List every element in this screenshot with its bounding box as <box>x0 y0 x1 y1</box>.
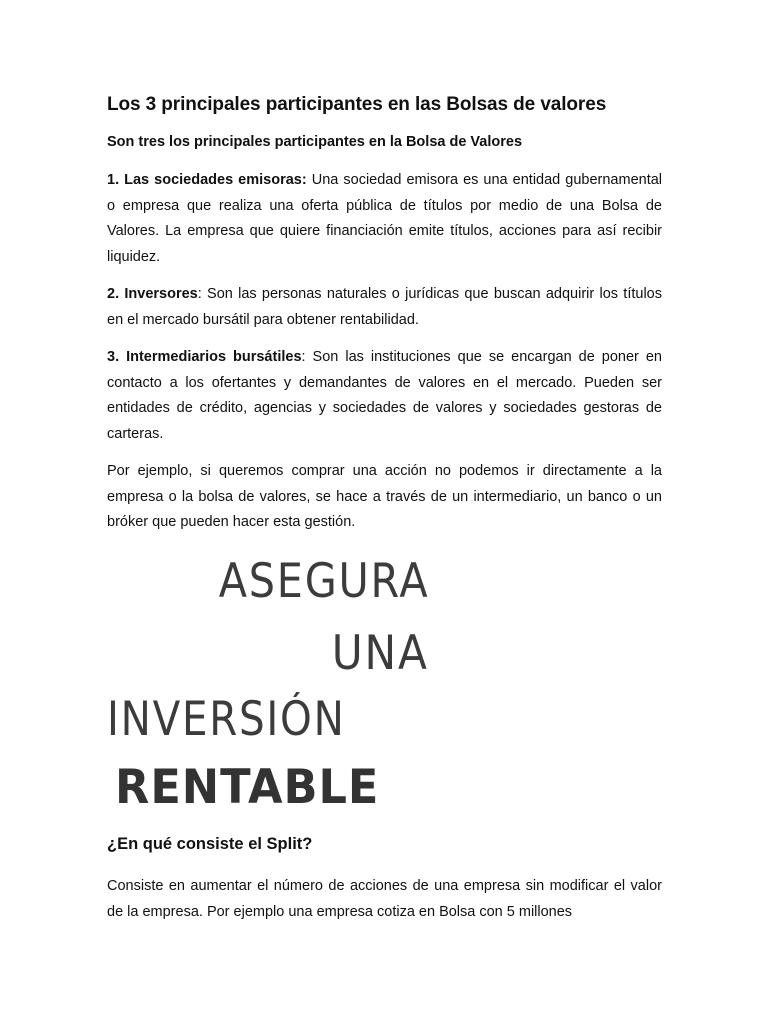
split-paragraph: Consiste en aumentar el número de acciones de una empresa sin modificar el valor de la empresa. Por ejemplo una empresa cotiza en Bolsa con 5 millones <box>107 878 662 920</box>
promo-poster-image <box>107 548 429 830</box>
item-lead: 3. Intermediarios bursátiles <box>107 349 302 365</box>
item-lead: 2. Inversores <box>107 286 198 302</box>
document-body <box>107 92 662 536</box>
split-heading: ¿En qué consiste el Split? <box>107 835 313 853</box>
item-text: : Son las personas naturales o jurídicas que buscan adquirir los títulos en el mercado bursátil para obtener rentabilidad. <box>107 286 662 328</box>
poster-line-asegura: ASEGURA <box>218 554 429 609</box>
item-text: : Son las instituciones que se encargan de poner en contacto a los ofertantes y demandantes de valores en el mercado. Pueden ser entidades de crédito, agencias y sociedades de valores y sociedades gestoras de carteras. <box>107 349 662 442</box>
poster-line-rentable: RENTABLE <box>115 760 380 815</box>
document-subtitle: Son tres los principales participantes en la Bolsa de Valores <box>107 134 523 150</box>
document-title: Los 3 principales participantes en las Bolsas de valores <box>107 94 607 115</box>
paragraph-sociedades-emisoras <box>107 168 662 270</box>
paragraph-example: Por ejemplo, si queremos comprar una acción no podemos ir directamente a la empresa o la bolsa de valores, se hace a través de un intermediario, un banco o un bróker que pueden hacer esta gestión. <box>107 463 662 530</box>
item-lead: 1. Las sociedades emisoras: <box>107 172 307 188</box>
poster-line-una: UNA <box>332 626 429 681</box>
split-section <box>107 832 662 925</box>
paragraph-inversores <box>107 282 662 333</box>
paragraph-intermediarios <box>107 345 662 447</box>
poster-line-inversion: INVERSIÓN <box>107 692 346 747</box>
item-text: Una sociedad emisora es una entidad gubernamental o empresa que realiza una oferta pública de títulos por medio de una Bolsa de Valores. La empresa que quiere financiación emite títulos, acciones para así recibir liquidez. <box>107 172 663 265</box>
